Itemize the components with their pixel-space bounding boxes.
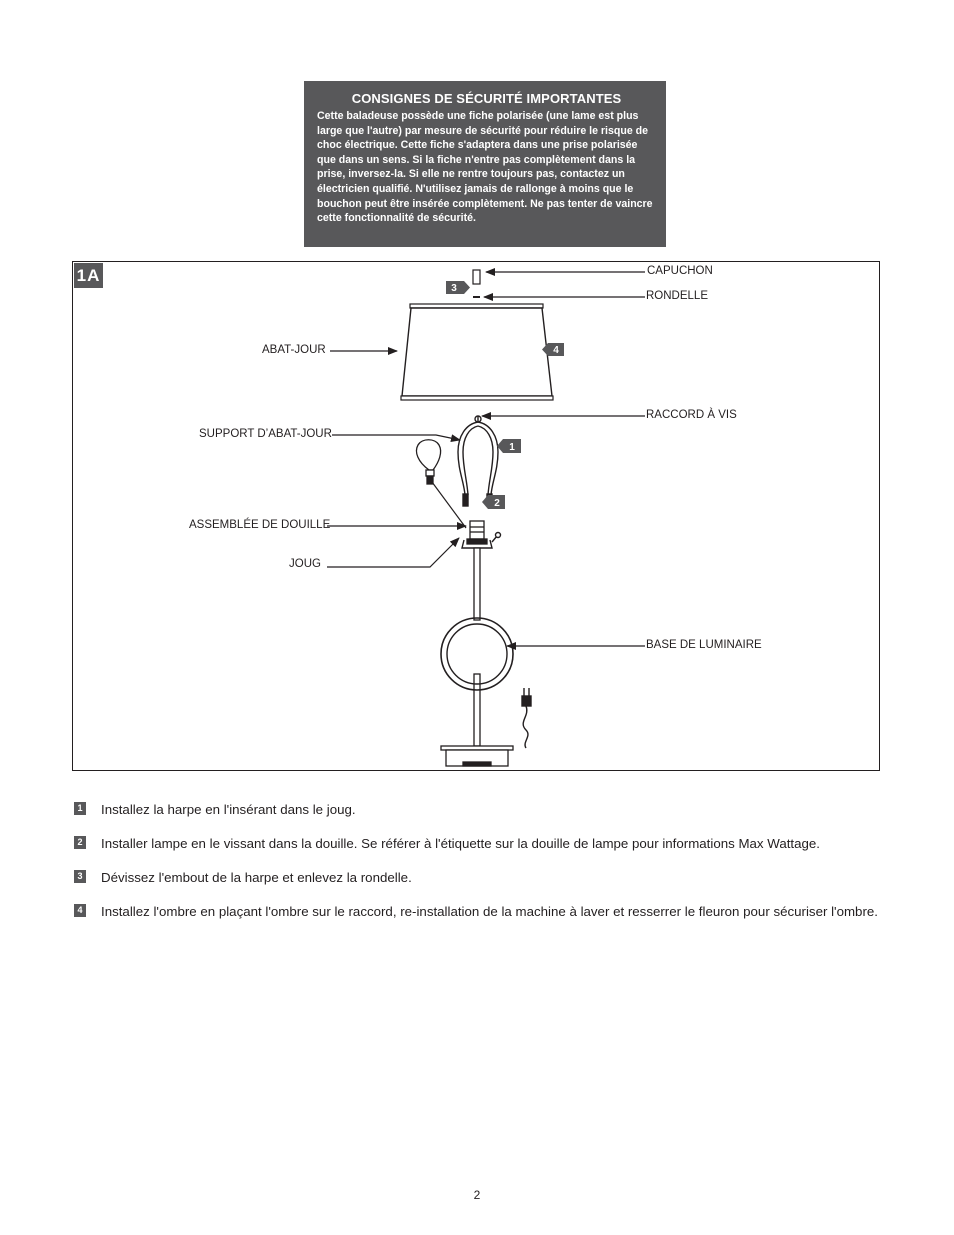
step-number-badge: 1	[74, 802, 86, 815]
callout-1: 1	[509, 442, 515, 453]
step-1	[74, 800, 884, 820]
socket-assembly	[467, 521, 487, 544]
safety-title: CONSIGNES DE SÉCURITÉ IMPORTANTES	[351, 91, 622, 106]
instruction-steps	[74, 800, 884, 936]
callout-4: 4	[553, 345, 559, 356]
callout-3: 3	[451, 283, 457, 294]
label-douille: ASSEMBLÉE DE DOUILLE	[189, 519, 331, 531]
step-number-badge: 4	[74, 904, 86, 917]
washer	[473, 296, 480, 298]
safety-body: Cette baladeuse possède une fiche polarisée (une lame est plus large que l'autre) par mesure de sécurité pour réduire le risque de choc électrique. Cette fiche s'adaptera dans une prise polarisée que dans un sens. Si la fiche n'entre pas complètement dans la prise, inversez-la. Si elle ne rentre toujours pas, contactez un électricien qualifié. N'utilisez jamais de rallonge à moins que le bouchon peut être insérée complètement. Ne pas tenter de vaincre cette fonctionnalité de sécurité.	[317, 110, 653, 225]
light-bulb	[416, 440, 440, 484]
step-text: Installez l'ombre en plaçant l'ombre sur le raccord, re-installation de la machine à laver et resserrer le fleuron pour sécuriser l'ombre.	[101, 904, 878, 919]
label-capuchon: CAPUCHON	[647, 265, 713, 277]
harp	[458, 416, 498, 506]
label-joug: JOUG	[289, 558, 321, 570]
step-3	[74, 868, 884, 888]
power-plug	[522, 688, 531, 748]
lamp-shade	[401, 304, 553, 400]
label-rondelle: RONDELLE	[646, 290, 708, 302]
label-abat-jour: ABAT-JOUR	[262, 344, 326, 356]
step-2	[74, 834, 884, 854]
step-4	[74, 902, 884, 922]
figure-tag: 1A	[74, 263, 103, 288]
finial-cap	[473, 270, 480, 284]
page-number: 2	[473, 1188, 481, 1202]
label-raccord: RACCORD À VIS	[646, 409, 737, 421]
label-base: BASE DE LUMINAIRE	[646, 639, 762, 651]
step-number-badge: 2	[74, 836, 86, 849]
step-number-badge: 3	[74, 870, 86, 883]
lamp-foot	[441, 746, 513, 766]
label-support: SUPPORT D’ABAT-JOUR	[199, 428, 332, 440]
lamp-stem	[474, 548, 480, 746]
step-text: Installez la harpe en l'insérant dans le joug.	[101, 802, 356, 817]
callout-2: 2	[494, 498, 500, 509]
step-text: Dévissez l'embout de la harpe et enlevez la rondelle.	[101, 870, 412, 885]
step-text: Installer lampe en le vissant dans la douille. Se référer à l'étiquette sur la douille de lampe pour informations Max Wattage.	[101, 836, 820, 851]
